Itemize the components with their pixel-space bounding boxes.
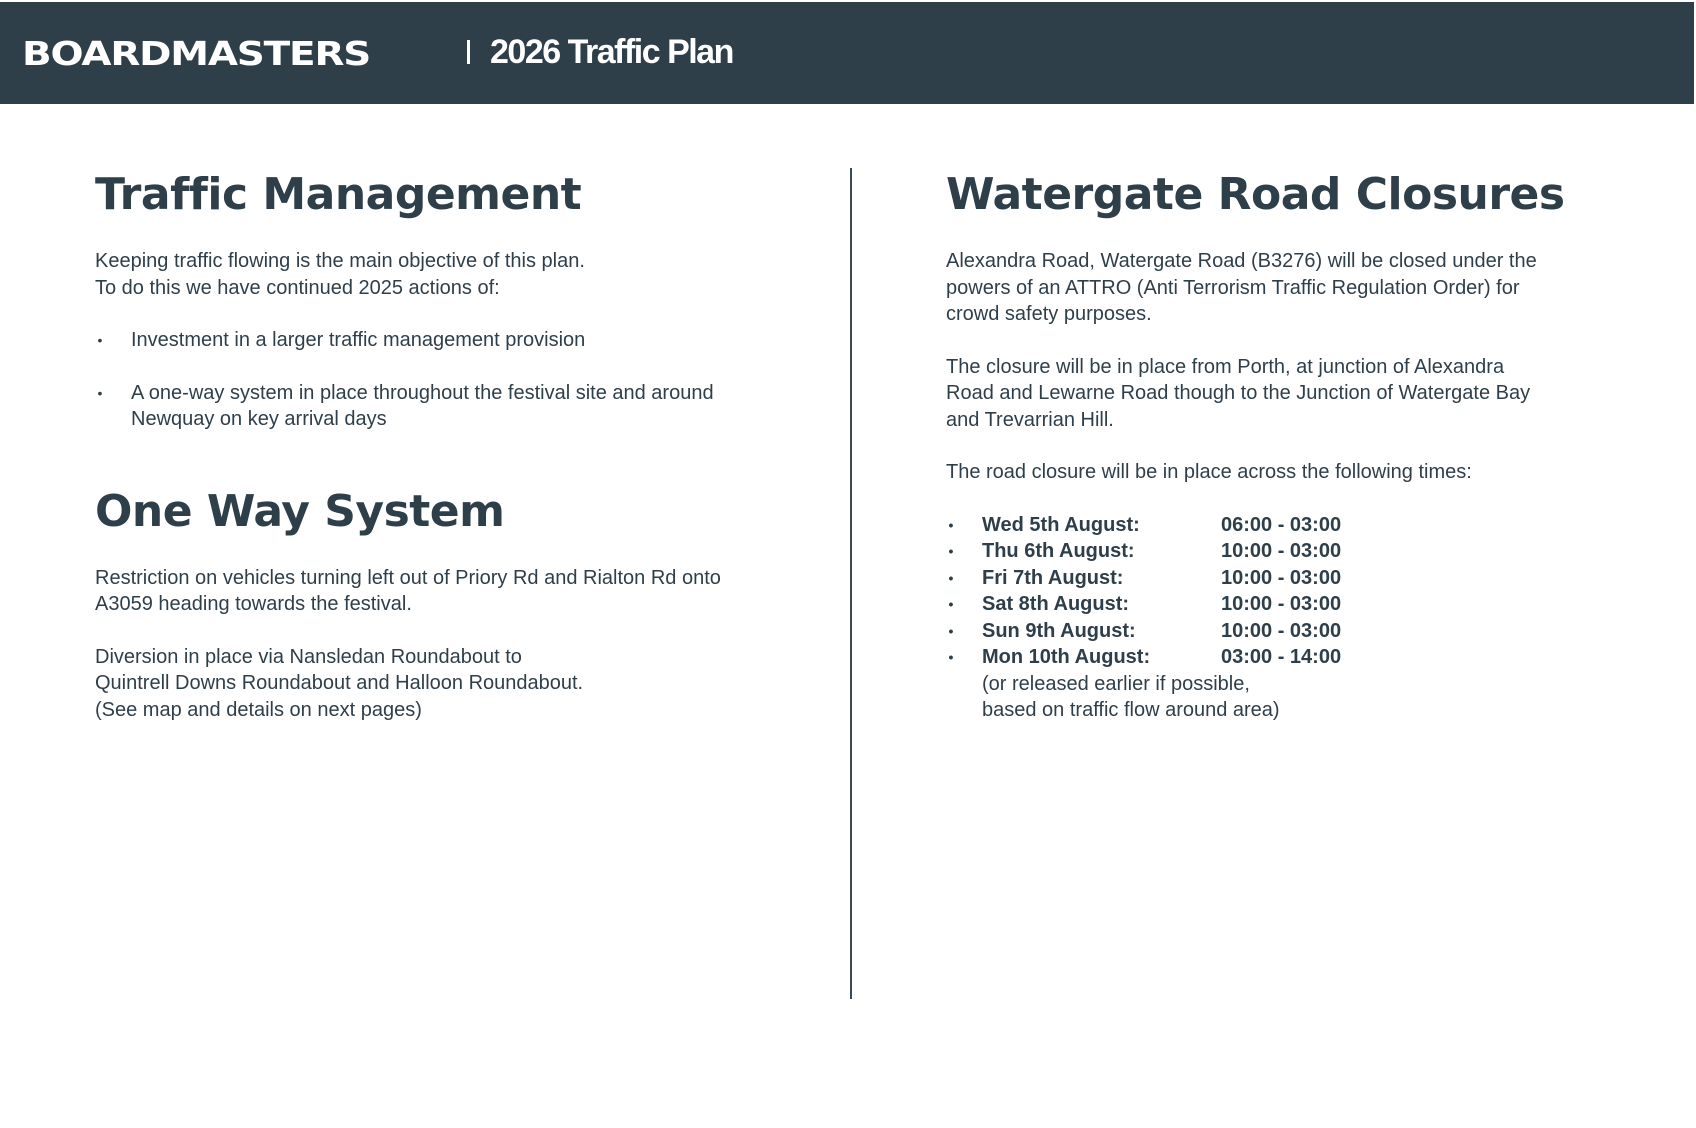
traffic-intro-line: Keeping traffic flowing is the main objective of this plan. (95, 250, 585, 272)
closure-location-line: and Trevarrian Hill. (946, 408, 1114, 431)
schedule-time: 06:00 - 03:00 (1221, 513, 1342, 536)
schedule-row (946, 591, 1586, 618)
bullet-icon: • (948, 596, 954, 612)
schedule-day: Thu 6th August: (982, 540, 1135, 562)
one-way-paragraph-line: A3059 heading towards the festival. (95, 593, 412, 615)
closure-location-line: The closure will be in place from Porth, at junction of Alexandra (946, 355, 1505, 378)
schedule-time: 03:00 - 14:00 (1221, 646, 1342, 668)
column-divider (850, 168, 852, 999)
traffic-actions-list (95, 327, 815, 433)
bullet-icon: • (97, 332, 103, 348)
header-separator (467, 40, 470, 64)
schedule-day: Fri 7th August: (982, 566, 1124, 589)
traffic-management-heading: Traffic Management (95, 169, 582, 220)
bullet-icon: • (97, 384, 103, 401)
bullet-icon: • (948, 622, 954, 639)
schedule-row (946, 618, 1586, 645)
schedule-time: 10:00 - 03:00 (1221, 540, 1342, 562)
closure-paragraph-line: Alexandra Road, Watergate Road (B3276) will be closed under the (946, 250, 1537, 272)
schedule-time: 10:00 - 03:00 (1221, 619, 1342, 642)
closure-schedule-list (946, 512, 1586, 671)
watergate-road-closures-heading: Watergate Road Closures (946, 169, 1565, 220)
schedule-time: 10:00 - 03:00 (1221, 566, 1342, 589)
schedule-row (946, 565, 1586, 592)
traffic-intro-line: To do this we have continued 2025 actions of: (95, 276, 500, 299)
closure-location-line: Road and Lewarne Road though to the Junction of Watergate Bay (946, 382, 1531, 404)
schedule-time: 10:00 - 03:00 (1221, 593, 1342, 615)
list-item: • A one-way system in place throughout the festival site and around Newquay on key arrival days (95, 380, 815, 433)
right-column (946, 160, 1586, 724)
closure-paragraph-line: powers of an ATTRO (Anti Terrorism Traffic Regulation Order) for (946, 276, 1520, 299)
schedule-row (946, 644, 1586, 671)
schedule-row (946, 512, 1586, 539)
one-way-paragraph-line: Restriction on vehicles turning left out of Priory Rd and Rialton Rd onto (95, 566, 721, 589)
bullet-icon: • (948, 569, 954, 586)
left-column (95, 160, 815, 723)
bullet-icon: • (948, 516, 954, 533)
schedule-note-line: (or released earlier if possible, (982, 672, 1250, 695)
schedule-day: Wed 5th August: (982, 513, 1140, 536)
bullet-icon: • (948, 649, 954, 665)
one-way-system-heading: One Way System (95, 485, 505, 537)
schedule-note-line: based on traffic flow around area) (982, 699, 1280, 721)
schedule-day: Sat 8th August: (982, 593, 1130, 615)
schedule-row (946, 538, 1586, 565)
diversion-paragraph-line: (See map and details on next pages) (95, 698, 422, 721)
header-bar (0, 2, 1694, 104)
diversion-paragraph-line: Quintrell Downs Roundabout and Halloon Roundabout. (95, 672, 584, 694)
schedule-day: Mon 10th August: (982, 646, 1151, 668)
bullet-icon: • (948, 543, 954, 559)
diversion-paragraph-line: Diversion in place via Nansledan Roundabout to (95, 645, 522, 668)
schedule-day: Sun 9th August: (982, 619, 1136, 642)
closure-times-intro: The road closure will be in place across the following times: (946, 461, 1472, 483)
closure-paragraph-line: crowd safety purposes. (946, 303, 1152, 325)
document-title: 2026 Traffic Plan (490, 33, 733, 71)
list-item: • Investment in a larger traffic management provision (95, 327, 815, 354)
brand-logo: BOARDMASTERS (22, 33, 371, 73)
